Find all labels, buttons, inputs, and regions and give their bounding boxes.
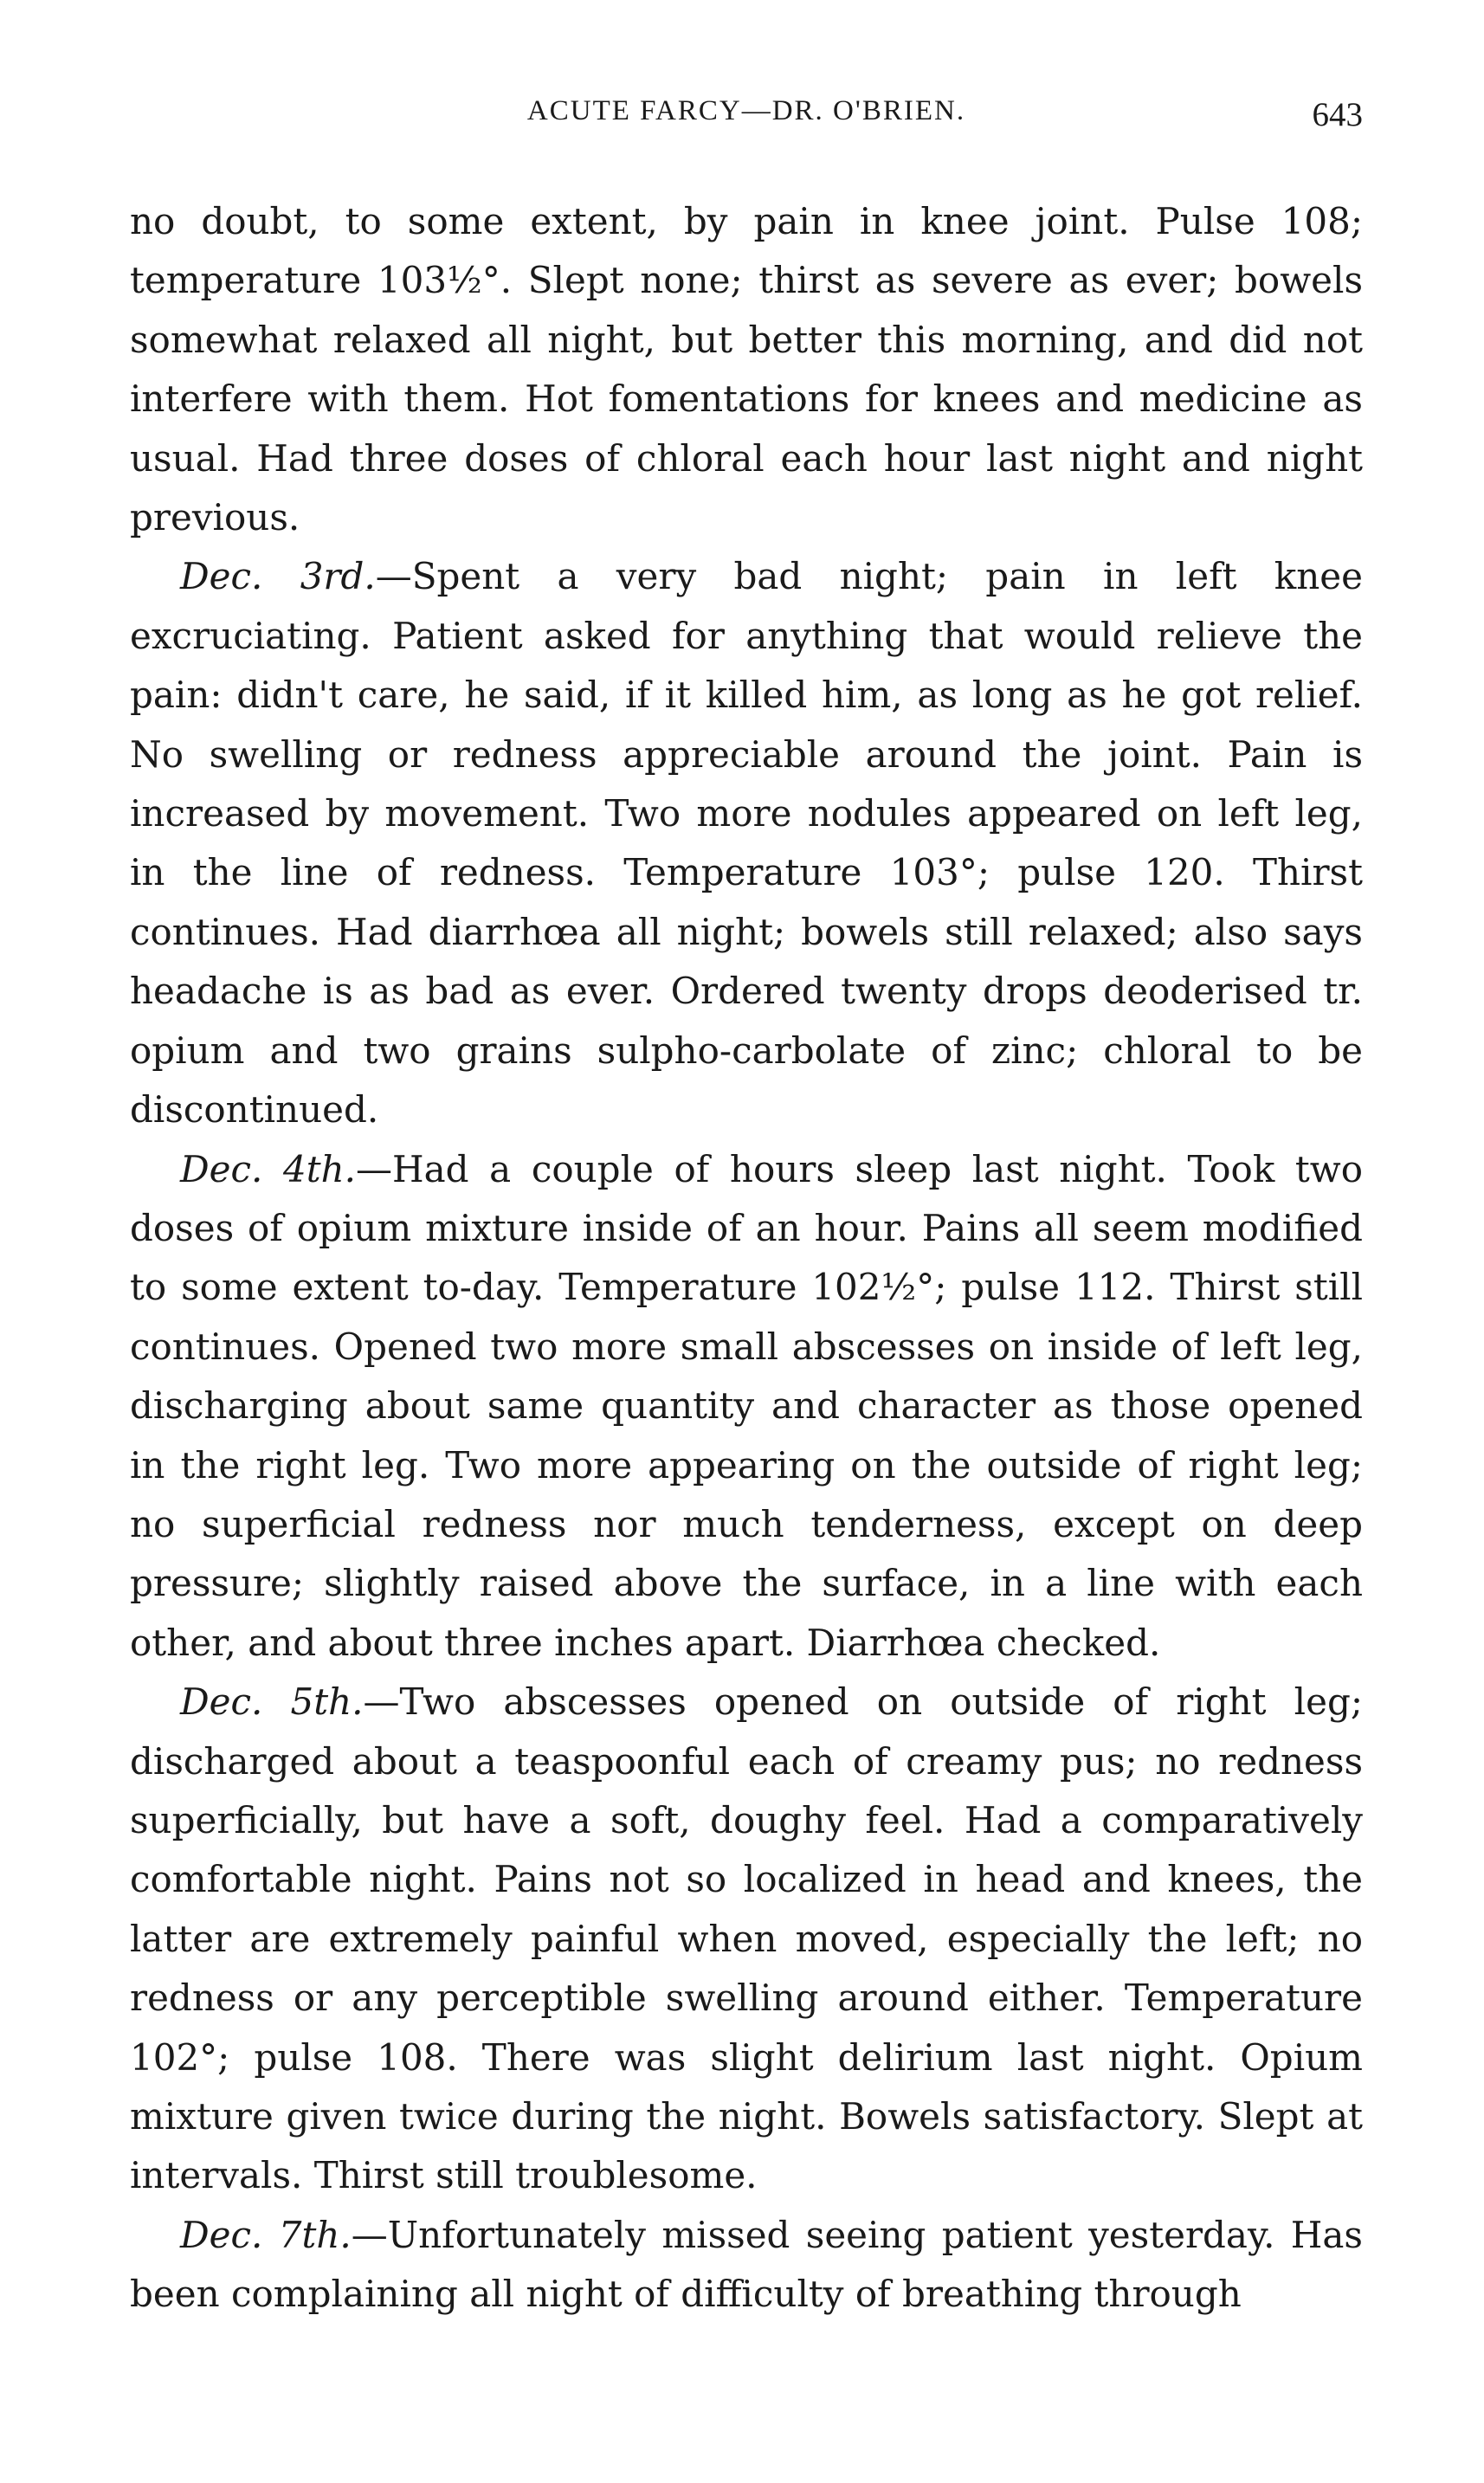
running-title: ACUTE FARCY—DR. O'BRIEN. — [526, 95, 966, 126]
paragraph-dec-4th — [130, 1140, 1363, 1674]
entry-date: Dec. 5th. — [180, 1680, 364, 1724]
paragraph-dec-3rd — [130, 547, 1363, 1139]
paragraph-text: —Unfortunately missed seeing patient yesterday. Has been complaining all night of difficulty of breathing through — [130, 2213, 1363, 2316]
running-head — [130, 95, 1363, 147]
body-text — [130, 192, 1363, 2325]
document-page — [130, 95, 1363, 2325]
entry-date: Dec. 3rd. — [180, 555, 376, 598]
entry-date: Dec. 4th. — [180, 1147, 357, 1190]
paragraph-continuation — [130, 192, 1363, 547]
entry-date: Dec. 7th. — [180, 2213, 352, 2256]
paragraph-text: —Spent a very bad night; pain in left knee excruciating. Patient asked for anything that would relieve the pain: didn't care, he said, if it killed him, as long as he got relief. No swelling or redness appreciable around the joint. Pain is increased by movement. Two more nodules appeared on left leg, in the line of redness. Temperature 103°; pulse 120. Thirst continues. Had diarrhœa all night; bowels still relaxed; also says headache is as bad as ever. Ordered twenty drops deoderised tr. opium and two grains sulpho-carbolate of zinc; chloral to be discontinued. — [130, 555, 1363, 1132]
paragraph-text: —Two abscesses opened on outside of right leg; discharged about a teaspoonful each of creamy pus; no redness superficially, but have a soft, doughy feel. Had a comparatively comfortable night. Pains not so localized in head and knees, the latter are extremely painful when moved, especially the left; no redness or any perceptible swelling around either. Temperature 102°; pulse 108. There was slight delirium last night. Opium mixture given twice during the night. Bowels satisfactory. Slept at intervals. Thirst still troublesome. — [130, 1680, 1363, 2197]
paragraph-dec-5th — [130, 1673, 1363, 2206]
paragraph-text: no doubt, to some extent, by pain in knee joint. Pulse 108; temperature 103½°. Slept none; thirst as severe as ever; bowels somewhat relaxed all night, but better this morning, and did not interfere with them. Hot fomentations for knees and medicine as usual. Had three doses of chloral each hour last night and night previous. — [130, 200, 1363, 539]
page-number: 643 — [1312, 96, 1363, 133]
paragraph-dec-7th — [130, 2206, 1363, 2325]
paragraph-text: —Had a couple of hours sleep last night. Took two doses of opium mixture inside of an hour. Pains all seem modified to some extent to-day. Temperature 102½°; pulse 112. Thirst still continues. Opened two more small abscesses on inside of left leg, discharging about same quantity and character as those opened in the right leg. Two more appearing on the outside of right leg; no superficial redness nor much tenderness, except on deep pressure; slightly raised above the surface, in a line with each other, and about three inches apart. Diarrhœa checked. — [130, 1147, 1363, 1664]
